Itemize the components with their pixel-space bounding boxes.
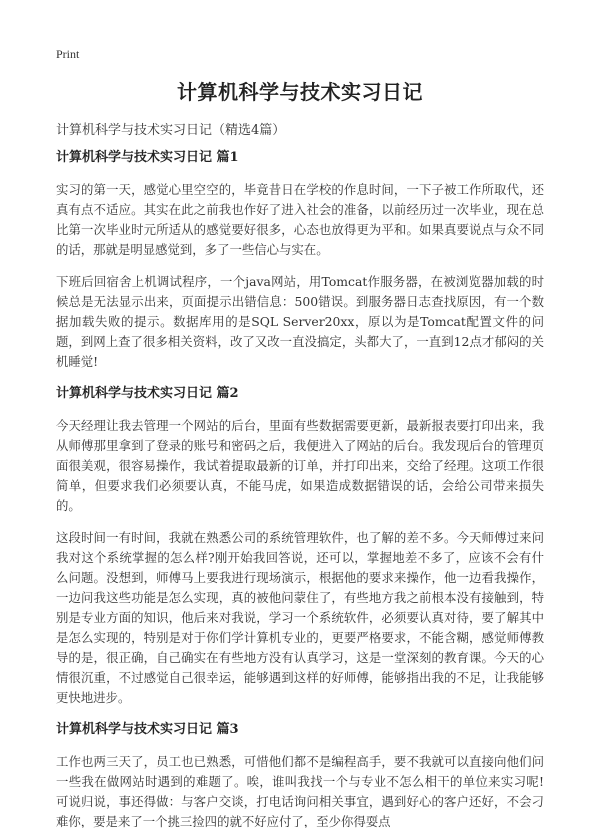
section-1	[56, 148, 544, 372]
section-heading: 计算机科学与技术实习日记 篇3	[56, 722, 239, 737]
paragraph: 工作也两三天了，员工也已熟悉，可惜他们都不是编程高手，要不我就可以直接向他们问一些我在做网站时遇到的难题了。唉，谁叫我找一个与专业不怎么相干的单位来实习呢!可说归说，事还得做：与客户交谈，打电话询问相关事宜，遇到好心的客户还好，不会刁难你，要是来了一个挑三捡四的就不好应付了，至少你得耍点	[56, 754, 544, 828]
section-heading: 计算机科学与技术实习日记 篇2	[56, 386, 239, 401]
page-title: 计算机科学与技术实习日记	[177, 80, 423, 104]
paragraph: 下班后回宿舍上机调试程序，一个java网站，用Tomcat作服务器，在被浏览器加载的时候总是无法显示出来，页面提示出错信息：500错误。到服务器日志查找原因，有一个数据加载失败的提示。数据库用的是SQL Server20xx，原以为是Tomcat配置文件的问题，到网上查了很多相关资料，改了又改一直没搞定，头都大了，一直到12点才郁闷的关机睡觉!	[56, 274, 544, 369]
paragraph: 这段时间一有时间，我就在熟悉公司的系统管理软件，也了解的差不多。今天师傅过来问我对这个系统掌握的怎么样?刚开始我回答说，还可以，掌握地差不多了，应该不会有什么问题。没想到，师傅马上要我进行现场演示，根据他的要求来操作，他一边看我操作，一边问我这些功能是怎么实现，真的被他问蒙住了，有些地方我之前根本没有接触到，特别是专业方面的知识，他后来对我说，学习一个系统软件，必须要认真对待，要了解其中是怎么实现的，特别是对于你们学计算机专业的，更要严格要求，不能含糊，感觉师傅教导的是，很正确，自己确实在有些地方没有认真学习，这是一堂深刻的教育课。今天的心情很沉重，不过感觉自己很幸运，能够遇到这样的好师傅，能够指出我的不足，让我能够更快地进步。	[56, 530, 544, 705]
document-subtitle: 计算机科学与技术实习日记（精选4篇）	[56, 123, 286, 138]
paragraph: 实习的第一天，感觉心里空空的，毕竟昔日在学校的作息时间，一下子被工作所取代，还真有点不适应。其实在此之前我也作好了进入社会的准备，以前经历过一次毕业，现在总比第一次毕业时元所适从的感觉要好很多，心态也放得更为平和。如果真要说点与众不同的话，那就是明显感觉到，多了一些信心与实在。	[56, 182, 544, 257]
paragraph: 今天经理让我去管理一个网站的后台，里面有些数据需要更新，最新报表要打印出来，我从师傅那里拿到了登录的账号和密码之后，我便进入了网站的后台。我发现后台的管理页面很美观，很容易操作，我试着提取最新的订单，并打印出来，交给了经理。这项工作很简单，但要求我们必须要认真，不能马虎，如果造成数据错误的话，会给公司带来损失的。	[56, 418, 544, 513]
print-link[interactable]: Print	[56, 47, 80, 61]
section-heading: 计算机科学与技术实习日记 篇1	[56, 150, 239, 165]
document-body	[56, 148, 544, 828]
section-3	[56, 720, 544, 828]
section-2	[56, 384, 544, 708]
